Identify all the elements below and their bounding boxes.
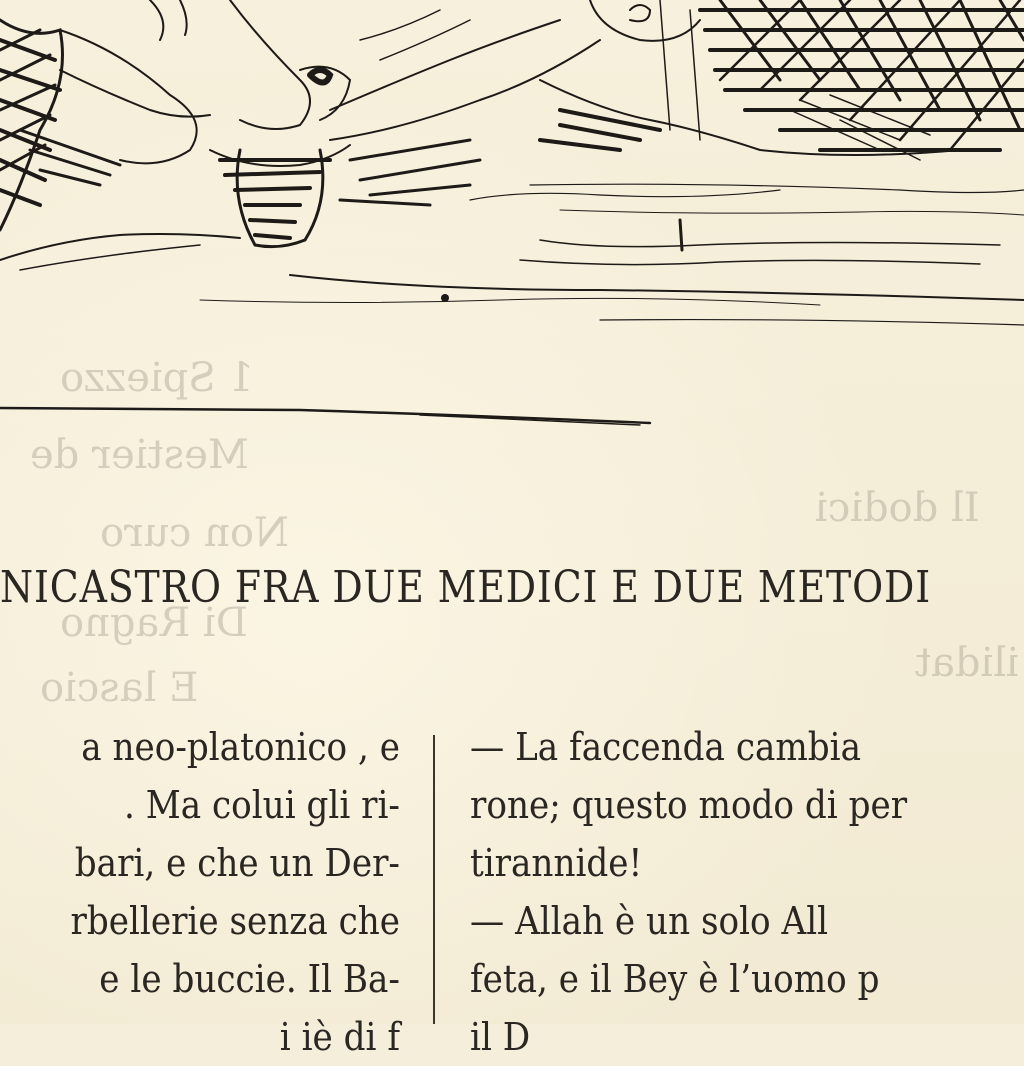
bleed-through-text: Il dodici	[815, 485, 980, 531]
text-line: il D	[470, 1015, 531, 1059]
text-line: bari, e che un Der-	[74, 841, 400, 885]
bleed-through-text: Non curo	[100, 510, 289, 556]
text-line: — La faccenda cambia	[470, 725, 862, 769]
text-line: i iè di f	[279, 1015, 400, 1059]
text-line: e le buccie. Il Ba-	[99, 957, 400, 1001]
bleed-through-text: ilidat	[915, 640, 1019, 686]
text-line: rbellerie senza che	[70, 899, 401, 943]
text-line: — Allah è un solo All	[470, 899, 829, 943]
text-line: . Ma colui gli ri-	[123, 783, 400, 827]
text-line: feta, e il Bey è l’uomo p	[470, 957, 880, 1001]
column-divider	[433, 735, 435, 1024]
right-column	[470, 718, 1024, 1066]
bleed-through-text: Di Ragno	[60, 600, 248, 646]
bleed-through-text: 1 Spiezzo	[60, 355, 254, 401]
article-headline: NICASTRO FRA DUE MEDICI E DUE METODI	[0, 562, 932, 613]
text-line: rone; questo modo di per	[470, 783, 908, 827]
left-column	[0, 718, 400, 1066]
bleed-through-text: Mestier de	[30, 432, 249, 478]
text-line: tirannide!	[470, 841, 643, 885]
engraving-illustration	[0, 0, 1024, 440]
text-line: a neo-platonico , e	[81, 725, 400, 769]
bleed-through-text: E lascio	[40, 665, 199, 711]
